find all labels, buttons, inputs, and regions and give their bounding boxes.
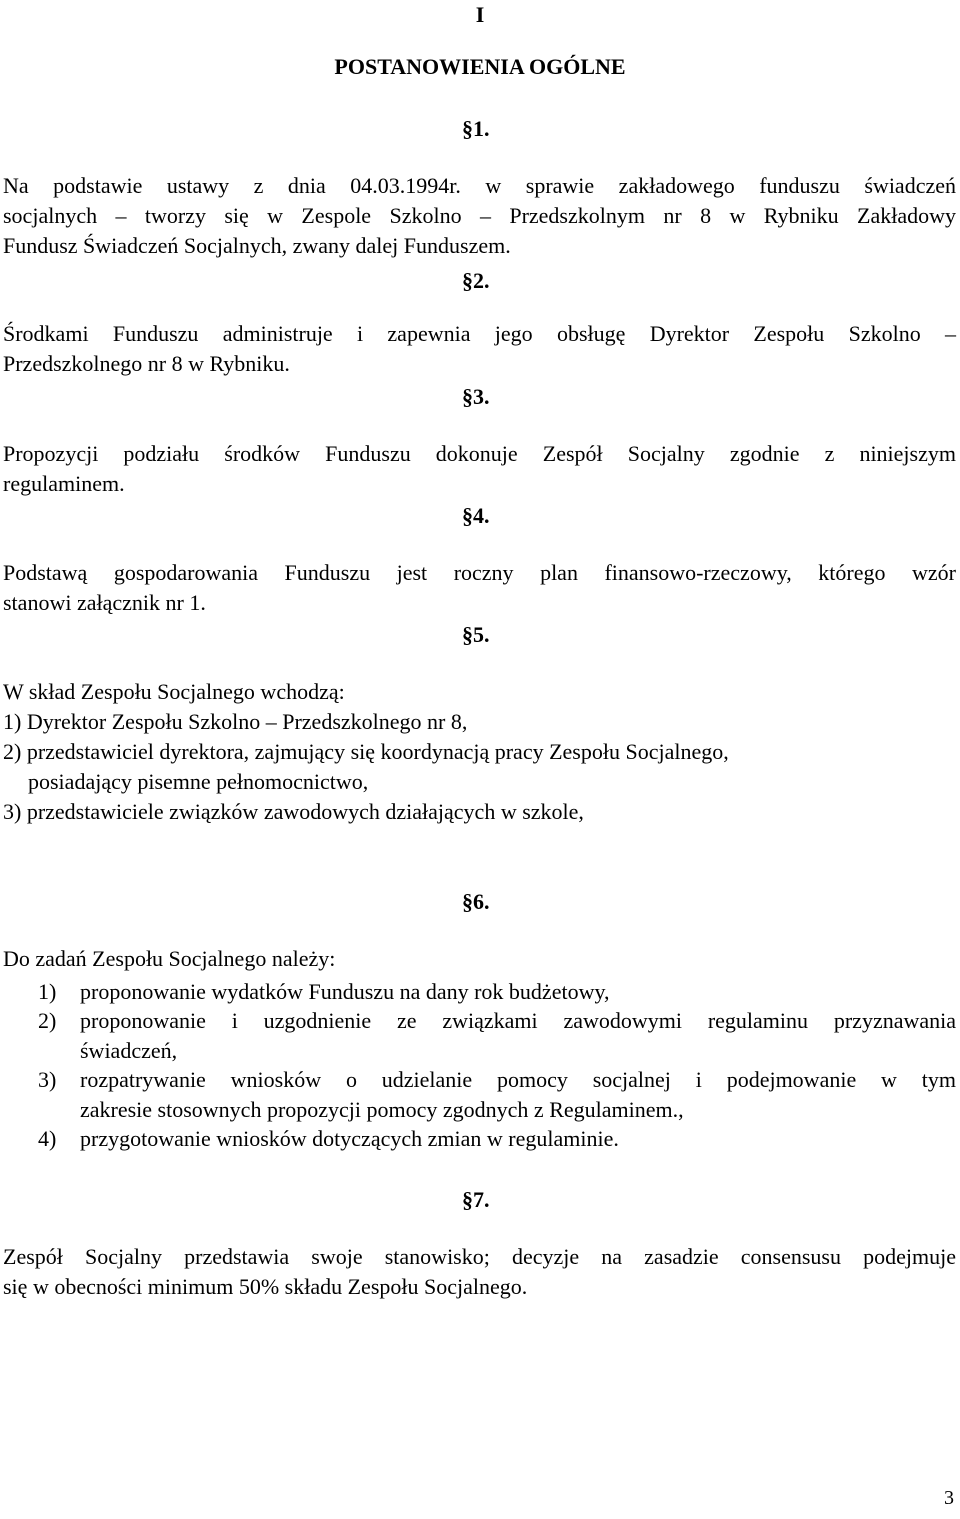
section-3-heading <box>462 382 490 412</box>
section-symbol: § <box>462 384 473 409</box>
section-7-line: się w obecności minimum 50% składu Zespołu Socjalnego. <box>3 1274 528 1299</box>
section-6-item-number: 2) <box>38 1008 57 1033</box>
section-2-line: Przedszkolnego nr 8 w Rybniku. <box>3 351 290 376</box>
section-6-item-text: świadczeń, <box>80 1038 178 1063</box>
section-2-heading <box>462 266 490 296</box>
chapter-title: POSTANOWIENIA OGÓLNE <box>334 54 626 79</box>
section-1-heading <box>462 114 490 144</box>
section-3-line: Propozycji podziału środków Funduszu dokonuje Zespół Socjalny zgodnie z niniejszym <box>3 441 956 466</box>
section-2-line: Środkami Funduszu administruje i zapewnia jego obsługę Dyrektor Zespołu Szkolno – <box>3 321 956 346</box>
section-7-line: Zespół Socjalny przedstawia swoje stanowisko; decyzje na zasadzie consensusu podejmuje <box>3 1244 956 1269</box>
section-6-item-number: 4) <box>38 1126 57 1151</box>
section-symbol: § <box>462 116 473 141</box>
section-symbol: § <box>462 622 473 647</box>
section-4-line: Podstawą gospodarowania Funduszu jest roczny plan finansowo-rzeczowy, którego wzór <box>3 560 956 585</box>
section-5-heading <box>462 620 490 650</box>
section-5-item: 2) przedstawiciel dyrektora, zajmujący się koordynacją pracy Zespołu Socjalnego, <box>3 739 729 764</box>
section-5-intro: W skład Zespołu Socjalnego wchodzą: <box>3 679 345 704</box>
section-number: 4. <box>473 503 490 528</box>
section-symbol: § <box>462 268 473 293</box>
section-6-item-number: 3) <box>38 1067 57 1092</box>
section-1-line: socjalnych – tworzy się w Zespole Szkolno – Przedszkolnym nr 8 w Rybniku Zakładowy <box>3 203 956 228</box>
section-number: 1. <box>473 116 490 141</box>
section-4-heading <box>462 501 490 531</box>
section-6-heading <box>462 887 490 917</box>
chapter-number: I <box>475 2 485 27</box>
section-1-line: Na podstawie ustawy z dnia 04.03.1994r. w sprawie zakładowego funduszu świadczeń <box>3 173 956 198</box>
section-6-intro: Do zadań Zespołu Socjalnego należy: <box>3 946 336 971</box>
section-7-heading <box>462 1185 490 1215</box>
section-5-item: 3) przedstawiciele związków zawodowych działających w szkole, <box>3 799 584 824</box>
section-number: 5. <box>473 622 490 647</box>
section-6-item-text: zakresie stosownych propozycji pomocy zgodnych z Regulaminem., <box>80 1097 684 1122</box>
section-6-item-text: proponowanie wydatków Funduszu na dany rok budżetowy, <box>80 979 610 1004</box>
section-number: 7. <box>473 1187 490 1212</box>
section-number: 6. <box>473 889 490 914</box>
section-symbol: § <box>462 1187 473 1212</box>
section-number: 3. <box>473 384 490 409</box>
section-4-line: stanowi załącznik nr 1. <box>3 590 206 615</box>
section-6-item-text: przygotowanie wniosków dotyczących zmian w regulaminie. <box>80 1126 619 1151</box>
section-5-item-continuation: posiadający pisemne pełnomocnictwo, <box>28 769 369 794</box>
section-3-line: regulaminem. <box>3 471 125 496</box>
page-number: 3 <box>944 1487 954 1509</box>
section-1-line: Fundusz Świadczeń Socjalnych, zwany dalej Funduszem. <box>3 233 511 258</box>
section-number: 2. <box>473 268 490 293</box>
section-6-item-text: rozpatrywanie wniosków o udzielanie pomocy socjalnej i podejmowanie w tym <box>80 1067 956 1092</box>
section-6-item-text: proponowanie i uzgodnienie ze związkami zawodowymi regulaminu przyznawania <box>80 1008 956 1033</box>
section-symbol: § <box>462 889 473 914</box>
section-symbol: § <box>462 503 473 528</box>
section-6-item-number: 1) <box>38 979 57 1004</box>
section-5-item: 1) Dyrektor Zespołu Szkolno – Przedszkolnego nr 8, <box>3 709 468 734</box>
